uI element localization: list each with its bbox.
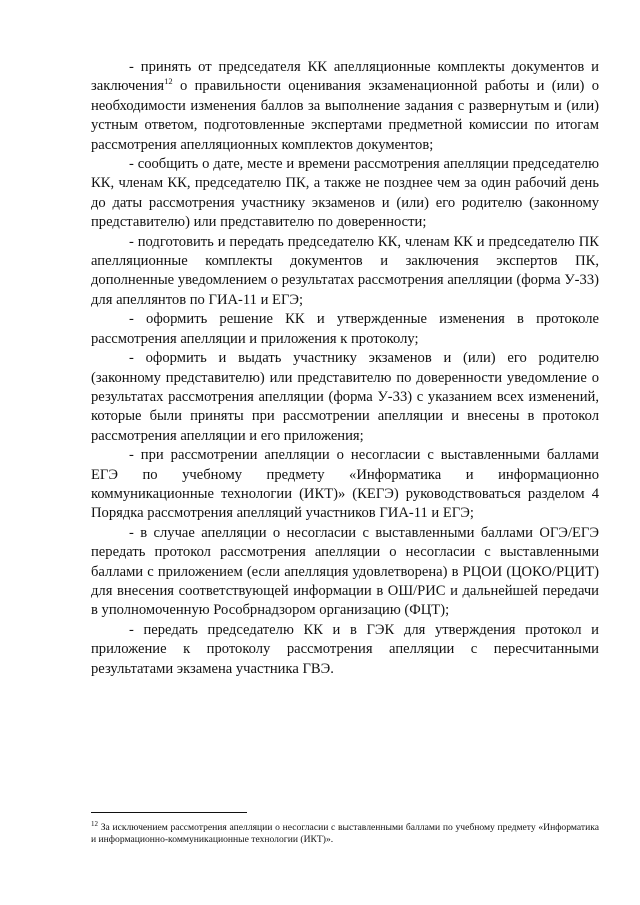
paragraph-prepare-documents: - подготовить и передать председателю КК, членам КК и председателю ПК апелляционные комплекты документов и заключения экспертов ПК, дополненные уведомлением о результатах рассмотрения апелляции (форма У-33) для апеллянтов по ГИА-11 и ЕГЭ; [91, 233, 599, 308]
paragraph-issue-notice: - оформить и выдать участнику экзаменов и (или) его родителю (законному представителю) или представителю по доверенности уведомление о результатах рассмотрения апелляции (форма У-33) с указанием всех изменений, которые были приняты при рассмотрении апелляции и внесены в протокол рассмотрения апелляции и его приложения; [91, 350, 599, 444]
paragraph-text: о правильности оценивания экзаменационной работы и (или) о необходимости изменения баллов за выполнение задания с развернутым и (или) устным ответом, подготовленные экспертами предметной комиссии по итогам рассмотрения апелляционных комплектов документов; [91, 78, 599, 153]
paragraph-kege-appeal: - при рассмотрении апелляции о несогласии с выставленными баллами ЕГЭ по учебному предмету «Информатика и информационно коммуникационные технологии (ИКТ)» (КЕГЭ) руководствоваться разделом 4 Порядка рассмотрения апелляций участников ГИА-11 и ЕГЭ; [91, 447, 599, 522]
footnote-number: 12 [91, 819, 98, 828]
paragraph-notify-date: - сообщить о дате, месте и времени рассмотрения апелляции председателю КК, членам КК, председателю ПК, а также не позднее чем за один рабочий день до даты рассмотрения участнику экзаменов и (или) его родителю (законному представителю) или представителю по доверенности; [91, 156, 599, 231]
footnote-reference[interactable]: 12 [164, 76, 173, 87]
footnote [91, 819, 599, 847]
paragraph-text: - принять от председателя КК апелляционные комплекты документов и заключения [91, 59, 599, 95]
paragraph-record-decision: - оформить решение КК и утвержденные изменения в протоколе рассмотрения апелляции и приложения к протоколу; [91, 311, 599, 347]
paragraph-transfer-protocol: - в случае апелляции о несогласии с выставленными баллами ОГЭ/ЕГЭ передать протокол рассмотрения апелляции о несогласии с выставленными баллами с приложением (если апелляция удовлетворена) в РЦОИ (ЦОКО/РЦИТ) для внесения соответствующей информации в ОШ/РИС и дальнейшей передачи в уполномоченную Рособрнадзором организацию (ФЦТ); [91, 524, 599, 619]
paragraph-accept-documents [91, 58, 599, 155]
footnote-text: За исключением рассмотрения апелляции о несогласии с выставленными баллами по учебному предмету «Информатика и информационно-коммуникационные технологии (ИКТ)». [91, 822, 599, 846]
body-text [91, 58, 599, 679]
footnote-separator [91, 812, 247, 813]
paragraph-gve-results: - передать председателю КК и в ГЭК для утверждения протокол и приложение к протоколу рассмотрения апелляции с пересчитанными результатами экзамена участника ГВЭ. [91, 621, 599, 677]
